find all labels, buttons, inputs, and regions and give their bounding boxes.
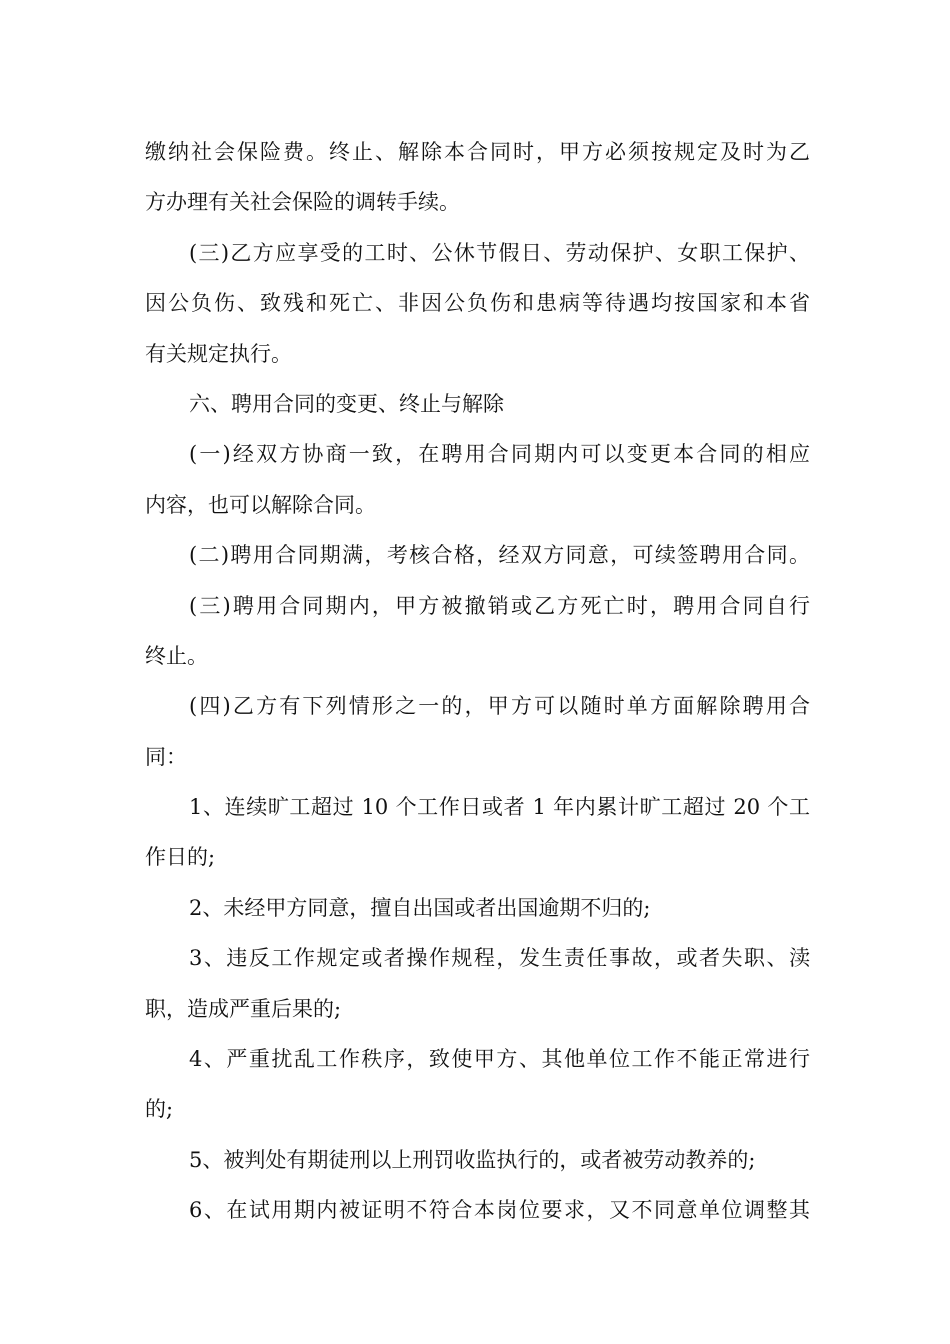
section-heading: 六、聘用合同的变更、终止与解除 [189, 391, 504, 416]
text-line: 内容，也可以解除合同。 [145, 492, 376, 517]
text-line: 终止。 [145, 643, 208, 668]
text-line: (四)乙方有下列情形之一的，甲方可以随时单方面解除聘用合 [189, 694, 810, 719]
text-line: (一)经双方协商一致，在聘用合同期内可以变更本合同的相应 [189, 442, 810, 467]
text-line: 同： [145, 744, 187, 769]
text-line: (三)乙方应享受的工时、公休节假日、劳动保护、女职工保护、 [189, 240, 810, 265]
list-item: 1、连续旷工超过 10 个工作日或者 1 年内累计旷工超过 20 个工 [189, 795, 810, 820]
text-line: 作日的; [145, 845, 216, 870]
list-item: 3、违反工作规定或者操作规程，发生责任事故，或者失职、渎 [189, 946, 810, 971]
text-line: 缴纳社会保险费。终止、解除本合同时，甲方必须按规定及时为乙 [145, 140, 810, 164]
text-line: (三)聘用合同期内，甲方被撤销或乙方死亡时，聘用合同自行 [189, 593, 810, 618]
list-item: 5、被判处有期徒刑以上刑罚收监执行的，或者被劳动教养的; [189, 1147, 756, 1172]
list-item: 2、未经甲方同意，擅自出国或者出国逾期不归的; [189, 895, 651, 920]
document-body [145, 127, 810, 1236]
list-item: 4、严重扰乱工作秩序，致使甲方、其他单位工作不能正常进行 [189, 1047, 810, 1072]
list-item: 6、在试用期内被证明不符合本岗位要求，又不同意单位调整其 [189, 1198, 810, 1223]
text-line: 的; [145, 1097, 174, 1122]
text-line: 有关规定执行。 [145, 341, 292, 366]
text-line: 职，造成严重后果的; [145, 996, 342, 1021]
text-line: 方办理有关社会保险的调转手续。 [145, 190, 460, 215]
text-line: 因公负伤、致残和死亡、非因公负伤和患病等待遇均按国家和本省 [145, 291, 810, 316]
text-line: (二)聘用合同期满，考核合格，经双方同意，可续签聘用合同。 [189, 543, 810, 568]
